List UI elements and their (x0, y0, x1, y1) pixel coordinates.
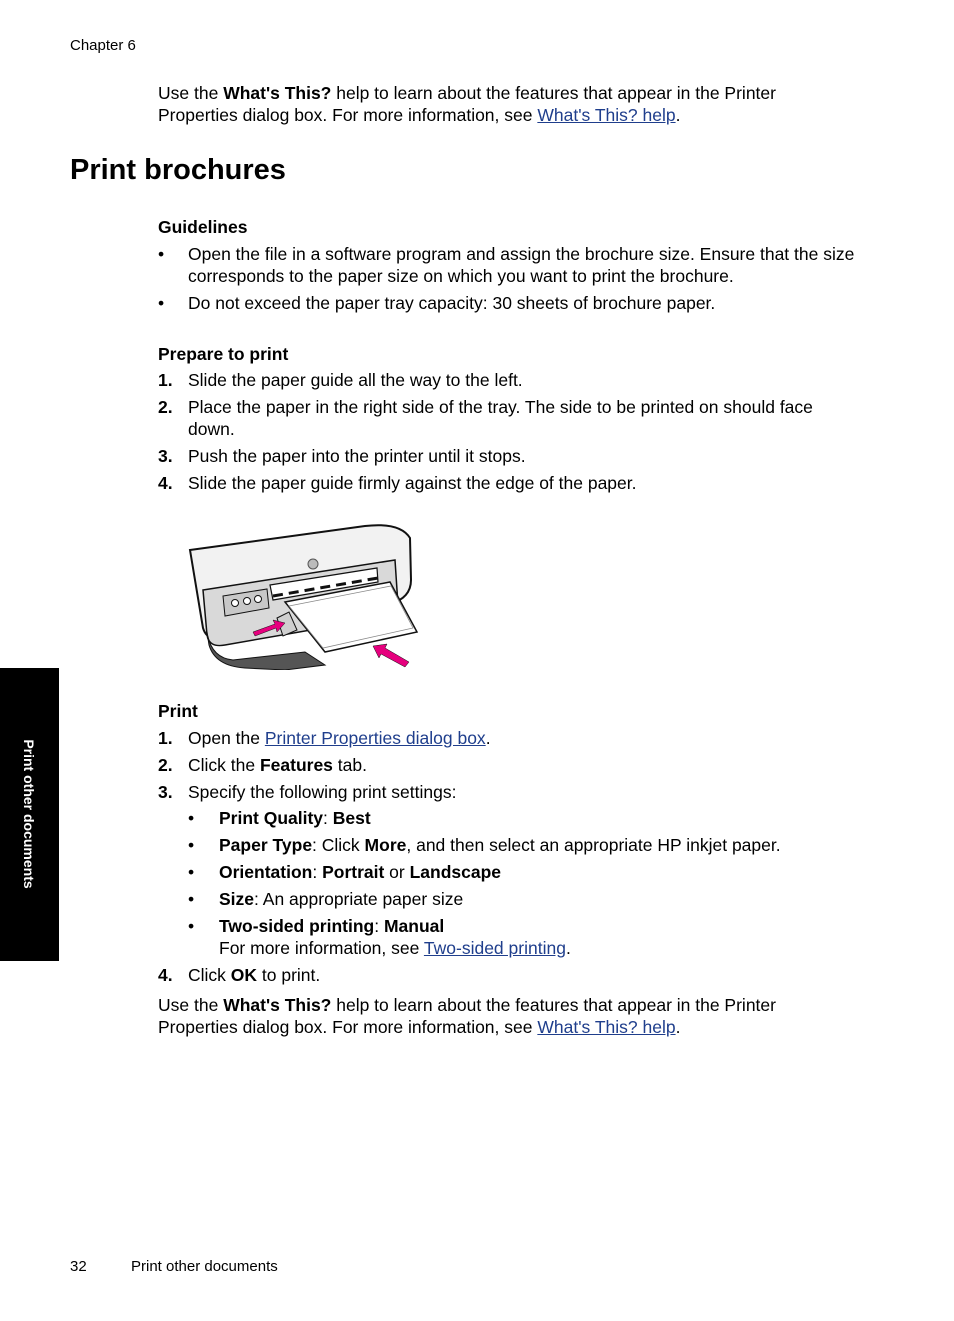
list-item: • Two-sided printing: Manual For more information, see Two-sided printing. (188, 916, 571, 958)
list-item: 2. Click the Features tab. (158, 755, 367, 775)
prepare-steps (158, 369, 858, 494)
outro-paragraph: Use the What's This? help to learn about the features that appear in the Printer Properties dialog box. For more information, see What's This? help. (158, 995, 776, 1037)
list-item: 3. Push the paper into the printer until it stops. (158, 446, 526, 466)
guidelines-heading: Guidelines (158, 217, 248, 237)
list-item: 3. Specify the following print settings: • Print Quality: Best • Paper Type: Click More, and then select an appropriate HP inkjet paper. • Orientation: Portrait or Landscape • Size: An appropriate paper size • Two-sided printing: Manual For more information, see Two-sided printing. (158, 781, 858, 959)
list-item: 1. Open the Printer Properties dialog box. (158, 728, 491, 748)
prepare-heading: Prepare to print (158, 344, 289, 364)
print-heading: Print (158, 701, 198, 721)
guidelines-list (158, 243, 858, 314)
list-item: • Print Quality: Best (188, 808, 371, 828)
whats-this-help-link[interactable]: What's This? help (537, 105, 676, 125)
page-number: 32 (70, 1258, 87, 1275)
intro-paragraph: Use the What's This? help to learn about the features that appear in the Printer Properties dialog box. For more information, see What's This? help. (158, 83, 776, 125)
list-item: 4. Click OK to print. (158, 965, 321, 985)
print-section (158, 700, 858, 991)
list-item: • Paper Type: Click More, and then select an appropriate HP inkjet paper. (188, 835, 781, 855)
side-tab-label: Print other documents (21, 739, 37, 889)
list-item: 2. Place the paper in the right side of the tray. The side to be printed on should face down. (158, 397, 813, 439)
list-item: • Orientation: Portrait or Landscape (188, 862, 502, 882)
print-steps (158, 727, 858, 986)
two-sided-printing-link[interactable]: Two-sided printing (423, 938, 566, 958)
side-tab (0, 668, 59, 961)
prepare-section (158, 343, 858, 499)
page-title: Print brochures (70, 154, 286, 186)
printer-properties-link[interactable]: Printer Properties dialog box (264, 728, 486, 748)
settings-list (188, 807, 858, 959)
whats-this-help-link-2[interactable]: What's This? help (537, 1017, 676, 1037)
list-item: • Size: An appropriate paper size (188, 889, 464, 909)
footer-section: Print other documents (131, 1258, 278, 1275)
list-item: 1. Slide the paper guide all the way to the left. (158, 370, 523, 390)
guidelines-section (158, 216, 858, 319)
list-item: • Open the file in a software program and assign the brochure size. Ensure that the size corresponds to the paper size on which you want to print the brochure. (158, 244, 855, 286)
list-item: 4. Slide the paper guide firmly against the edge of the paper. (158, 473, 637, 493)
list-item: • Do not exceed the paper tray capacity: 30 sheets of brochure paper. (158, 293, 716, 313)
chapter-header: Chapter 6 (70, 37, 136, 54)
printer-illustration (185, 520, 425, 670)
